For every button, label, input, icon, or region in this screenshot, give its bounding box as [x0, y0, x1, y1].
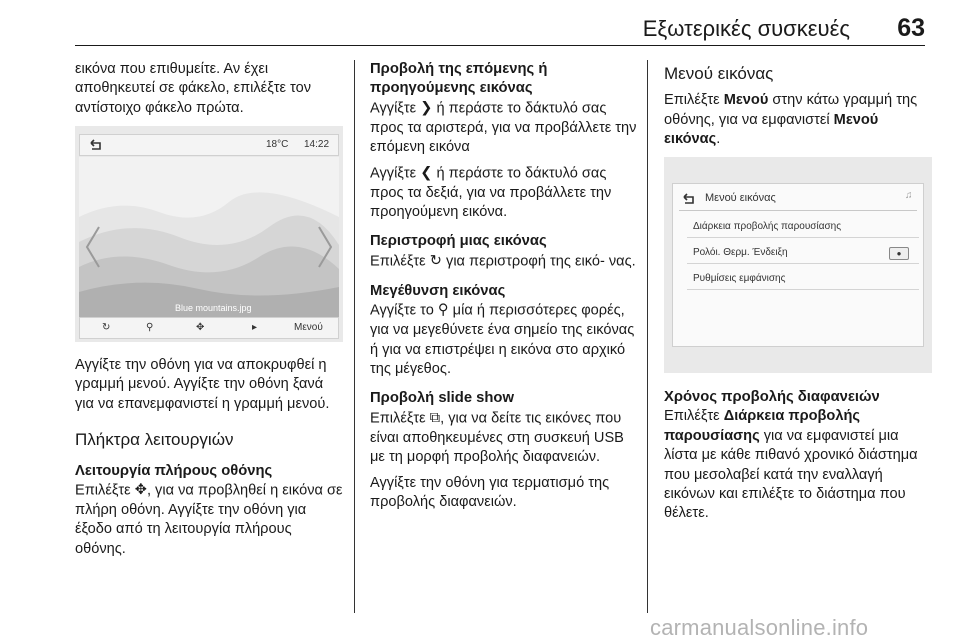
- slideshow-icon: ⧉: [429, 409, 441, 426]
- chevron-left-icon: ❮: [420, 164, 433, 181]
- header-title: Εξωτερικές συσκευές: [642, 16, 850, 41]
- prev-text: Αγγίξτε ❮ ή περάστε το δάκτυλό σας προς τα δεξιά, για να προβάλλετε την προηγούμενη εικόνα.: [370, 164, 612, 220]
- fullscreen-icon[interactable]: ✥: [196, 322, 205, 333]
- music-icon: ♫: [905, 190, 913, 201]
- next-text: Αγγίξτε ❯ ή περάστε το δάκτυλό σας προς τα αριστερά, για να προβάλλετε την επόμενη εικόνα: [370, 99, 637, 156]
- zoom-text: Αγγίξτε το ⚲ μία ή περισσότερες φορές, για να μεγεθύνετε ένα σημείο της εικόνας ή για να επιστρέψει η εικόνα στο αρχικό της μέγεθος.: [370, 302, 635, 377]
- column-3-lower: [664, 388, 932, 534]
- rotate-title: Περιστροφή μιας εικόνας: [370, 233, 547, 250]
- watermark: carmanualsonline.info: [650, 615, 869, 640]
- column-1-lower: [75, 356, 343, 569]
- menu-button[interactable]: Μενού: [294, 322, 323, 333]
- divider: [679, 210, 917, 211]
- zoom-icon[interactable]: ⚲: [146, 322, 154, 333]
- bottom-menu-bar: [79, 317, 339, 339]
- photo: [79, 157, 339, 317]
- column-divider: [354, 60, 355, 613]
- fullscreen-icon: ✥: [134, 482, 147, 499]
- menu-row-clock-temp[interactable]: Ρολόι. Θερμ. Ένδειξη ●: [687, 242, 919, 264]
- page-number: 63: [897, 14, 925, 42]
- slideshow-text: Επιλέξτε ⧉, για να δείτε τις εικόνες που είναι αποθηκευμένες στη συσκευή USB με τη μορφή προβολής διαφανειών.: [370, 409, 624, 466]
- picture-menu-text: Επιλέξτε Μενού στην κάτω γραμμή της οθόνης, για να εμφανιστεί Μενού εικόνας.: [664, 92, 918, 148]
- picture-menu-screenshot: [664, 157, 932, 373]
- menu-screen-title: Μενού εικόνας: [705, 192, 776, 204]
- slideshow-time-title: Χρόνος προβολής διαφανειών: [664, 389, 880, 405]
- intro-text: εικόνα που επιθυμείτε. Αν έχει αποθηκευτεί σε φάκελο, επιλέξτε τον αντίστοιχο φάκελο πρώτα.: [75, 61, 312, 116]
- picture-menu-title: Μενού εικόνας: [664, 64, 774, 83]
- toggle-switch[interactable]: ●: [889, 247, 909, 260]
- column-3: [664, 60, 932, 160]
- chevron-right-icon: ❯: [420, 99, 433, 116]
- menu-row-slideshow-duration[interactable]: Διάρκεια προβολής παρουσίασης: [687, 216, 919, 238]
- rotate-icon: ↻: [429, 252, 442, 269]
- slideshow-title: Προβολή slide show: [370, 390, 514, 407]
- page-header: [75, 0, 925, 46]
- rotate-text: Επιλέξτε ↻ για περιστροφή της εικό- νας.: [370, 252, 636, 270]
- zoom-title: Μεγέθυνση εικόνας: [370, 282, 506, 299]
- picture-viewer-screenshot: [75, 126, 343, 342]
- menu-row-display-settings[interactable]: Ρυθμίσεις εμφάνισης: [687, 268, 919, 290]
- section-title: Πλήκτρα λειτουργιών: [75, 430, 234, 450]
- next-title: Προβολή της επόμενης ή προηγούμενης εικόνας: [370, 61, 548, 97]
- slideshow-icon[interactable]: ▸: [252, 322, 258, 333]
- zoom-icon: ⚲: [437, 302, 449, 319]
- mountains-image: [79, 157, 339, 317]
- back-icon: [88, 138, 104, 152]
- column-1: [75, 60, 343, 128]
- top-bar: [79, 134, 339, 156]
- column-divider: [647, 60, 648, 613]
- fullscreen-text: Επιλέξτε ✥, για να προβληθεί η εικόνα σε πλήρη οθόνη. Αγγίξτε την οθόνη για έξοδο από τη λειτουργία πλήρους οθόνης.: [75, 482, 343, 557]
- image-caption: Blue mountains.jpg: [175, 303, 252, 313]
- clock: 14:22: [304, 139, 330, 150]
- temperature: 18°C: [266, 139, 289, 150]
- rotate-icon[interactable]: ↻: [102, 322, 111, 333]
- hide-menu-text: Αγγίξτε την οθόνη για να αποκρυφθεί η γραμμή μενού. Αγγίξτε την οθόνη ξανά για να επανεμφανιστεί η γραμμή μενού.: [75, 357, 330, 412]
- column-2: [370, 60, 638, 522]
- slideshow-end-text: Αγγίξτε την οθόνη για τερματισμό της προβολής διαφανειών.: [370, 474, 610, 510]
- menu-panel: [672, 183, 924, 347]
- fullscreen-title: Λειτουργία πλήρους οθόνης: [75, 462, 273, 479]
- slideshow-time-text: Επιλέξτε Διάρκεια προβολής παρουσίασης για να εμφανιστεί μια λίστα με κάθε πιθανό χρονικό διάστημα που μεσολαβεί κατά την εναλλαγή εικόνων και επιλέξτε το διάστημα που θέλετε.: [664, 408, 918, 522]
- back-icon[interactable]: [681, 192, 697, 206]
